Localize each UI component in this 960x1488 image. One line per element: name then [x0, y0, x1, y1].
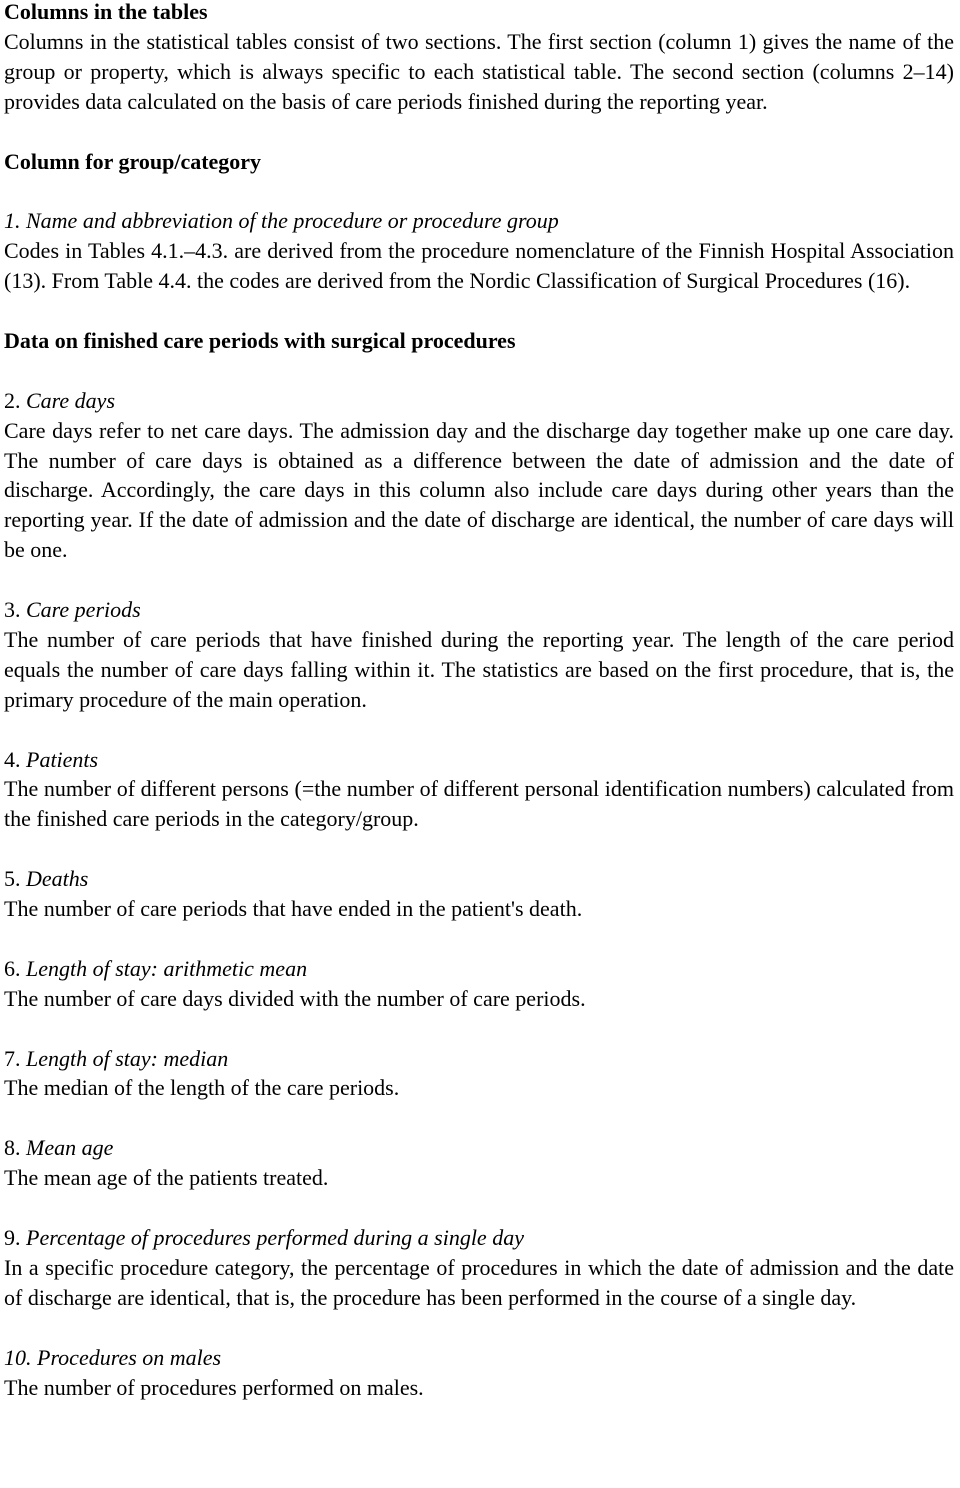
item-number: 10. [4, 1344, 32, 1370]
section-text-columns: Columns in the statistical tables consist of two sections. The first section (column 1) gives the name of the group or property, which is always specific to each statistical table. The second section (columns 2–14) provides data calculated on the basis of care periods finished during the reporting year. [4, 28, 954, 114]
section-heading-columns: Columns in the tables [4, 0, 208, 24]
item-number: 5. [4, 866, 21, 892]
item-title-1 [4, 206, 954, 236]
item-number: 2. [4, 387, 21, 413]
item-number: 1. [4, 208, 21, 234]
item-number: 8. [4, 1135, 21, 1161]
item-title-text: Patients [26, 746, 99, 772]
item-title-text: Procedures on males [37, 1344, 222, 1370]
item-title-7 [4, 1044, 954, 1074]
item-text-5: The number of care periods that have ended in the patient's death. [4, 896, 583, 922]
document-page [4, 0, 954, 1402]
item-title-text: Care days [26, 387, 116, 413]
item-title-text: Name and abbreviation of the procedure or procedure group [26, 208, 559, 234]
item-title-text: Care periods [26, 597, 141, 623]
item-title-3 [4, 595, 954, 625]
item-title-6 [4, 954, 954, 984]
section-heading-finished-care: Data on finished care periods with surgical procedures [4, 327, 516, 353]
item-number: 9. [4, 1224, 21, 1250]
item-title-text: Length of stay: median [26, 1045, 229, 1071]
item-title-10 [4, 1343, 954, 1373]
item-text-8: The mean age of the patients treated. [4, 1165, 329, 1191]
item-text-3: The number of care periods that have finished during the reporting year. The length of the care period equals the number of care days falling within it. The statistics are based on the first procedure, that is, the primary procedure of the main operation. [4, 626, 954, 712]
item-number: 3. [4, 597, 21, 623]
item-text-10: The number of procedures performed on males. [4, 1374, 424, 1400]
item-title-text: Mean age [26, 1135, 114, 1161]
item-title-text: Deaths [26, 866, 89, 892]
item-number: 6. [4, 955, 21, 981]
item-title-9 [4, 1223, 954, 1253]
item-text-6: The number of care days divided with the number of care periods. [4, 985, 586, 1011]
item-title-text: Length of stay: arithmetic mean [26, 955, 308, 981]
item-text-1: Codes in Tables 4.1.–4.3. are derived from the procedure nomenclature of the Finnish Hospital Association (13). From Table 4.4. the codes are derived from the Nordic Classification of Surgical Procedures (16). [4, 238, 954, 294]
item-text-2: Care days refer to net care days. The admission day and the discharge day together make up one care day. The number of care days is obtained as a difference between the date of admission and the date of discharge. Accordingly, the care days in this column also include care days during other years than the reporting year. If the date of admission and the date of discharge are identical, the number of care days will be one. [4, 417, 954, 563]
item-number: 7. [4, 1045, 21, 1071]
item-title-text: Percentage of procedures performed during a single day [26, 1224, 524, 1250]
item-text-4: The number of different persons (=the number of different personal identification numbers) calculated from the finished care periods in the category/group. [4, 776, 954, 832]
section-heading-group-column: Column for group/category [4, 148, 262, 174]
item-title-2 [4, 386, 954, 416]
item-text-7: The median of the length of the care periods. [4, 1075, 400, 1101]
item-text-9: In a specific procedure category, the percentage of procedures in which the date of admission and the date of discharge are identical, that is, the procedure has been performed in the course of a single day. [4, 1254, 954, 1310]
item-title-8 [4, 1133, 954, 1163]
item-title-4 [4, 745, 954, 775]
item-number: 4. [4, 746, 21, 772]
item-title-5 [4, 864, 954, 894]
